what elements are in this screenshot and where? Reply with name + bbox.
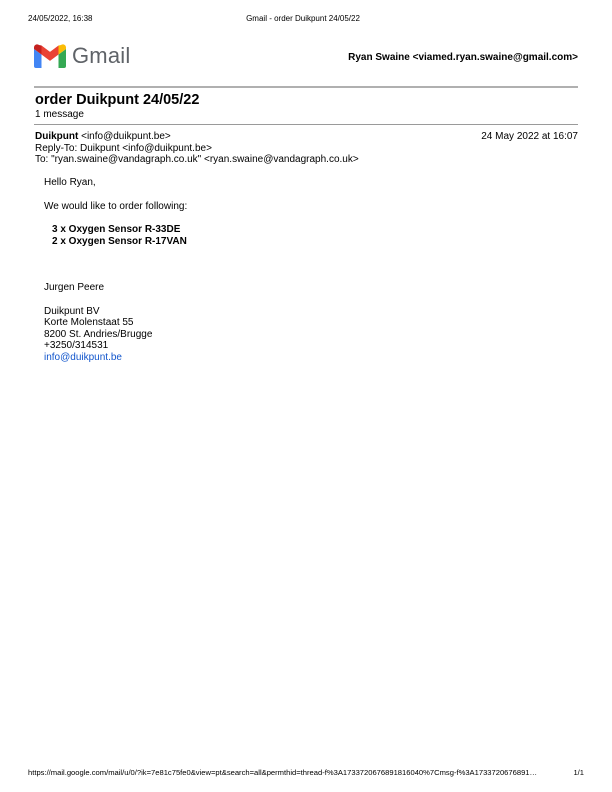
order-line: 2 x Oxygen Sensor R-17VAN xyxy=(52,235,187,247)
page-number: 1/1 xyxy=(573,768,584,777)
reply-to: Reply-To: Duikpunt <info@duikpunt.be> xyxy=(35,142,212,154)
signature-city: 8200 St. Andries/Brugge xyxy=(44,328,153,340)
signature-phone: +3250/314531 xyxy=(44,340,109,351)
order-list xyxy=(52,224,187,247)
message-divider xyxy=(34,124,578,125)
order-line: 3 x Oxygen Sensor R-33DE xyxy=(52,224,181,235)
print-title: Gmail - order Duikpunt 24/05/22 xyxy=(246,14,360,23)
message-count: 1 message xyxy=(35,109,84,120)
print-header xyxy=(28,14,578,26)
signature-email-link[interactable]: info@duikpunt.be xyxy=(44,351,122,363)
signature-name: Jurgen Peere xyxy=(44,282,105,293)
print-datetime: 24/05/2022, 16:38 xyxy=(28,14,93,23)
greeting: Hello Ryan, xyxy=(44,177,96,188)
sender-row xyxy=(35,131,578,143)
message-meta xyxy=(35,131,578,166)
gmail-wordmark: Gmail xyxy=(72,43,131,68)
sender-name: Duikpunt xyxy=(35,131,79,142)
thread-subject: order Duikpunt 24/05/22 xyxy=(35,92,200,108)
signature-company: Duikpunt BV xyxy=(44,305,100,317)
print-footer xyxy=(28,768,584,780)
message-date: 24 May 2022 at 16:07 xyxy=(481,131,578,142)
message-body xyxy=(44,177,187,363)
gmail-logo-icon xyxy=(34,44,66,68)
recipient: To: "ryan.swaine@vandagraph.co.uk" <ryan.swaine@vandagraph.co.uk> xyxy=(35,154,359,165)
gmail-header xyxy=(34,44,578,74)
sender-email: <info@duikpunt.be> xyxy=(81,131,171,142)
print-url: https://mail.google.com/mail/u/0/?ik=7e81c75fe0&view=pt&search=all&permthid=thread-f%3A1733720676891816040%7Cmsg-f%3A1733720676891… xyxy=(28,768,538,777)
signature-street: Korte Molenstaat 55 xyxy=(44,317,134,328)
account-name: Ryan Swaine <viamed.ryan.swaine@gmail.com> xyxy=(348,52,578,63)
order-intro: We would like to order following: xyxy=(44,200,188,212)
header-divider xyxy=(34,86,578,88)
